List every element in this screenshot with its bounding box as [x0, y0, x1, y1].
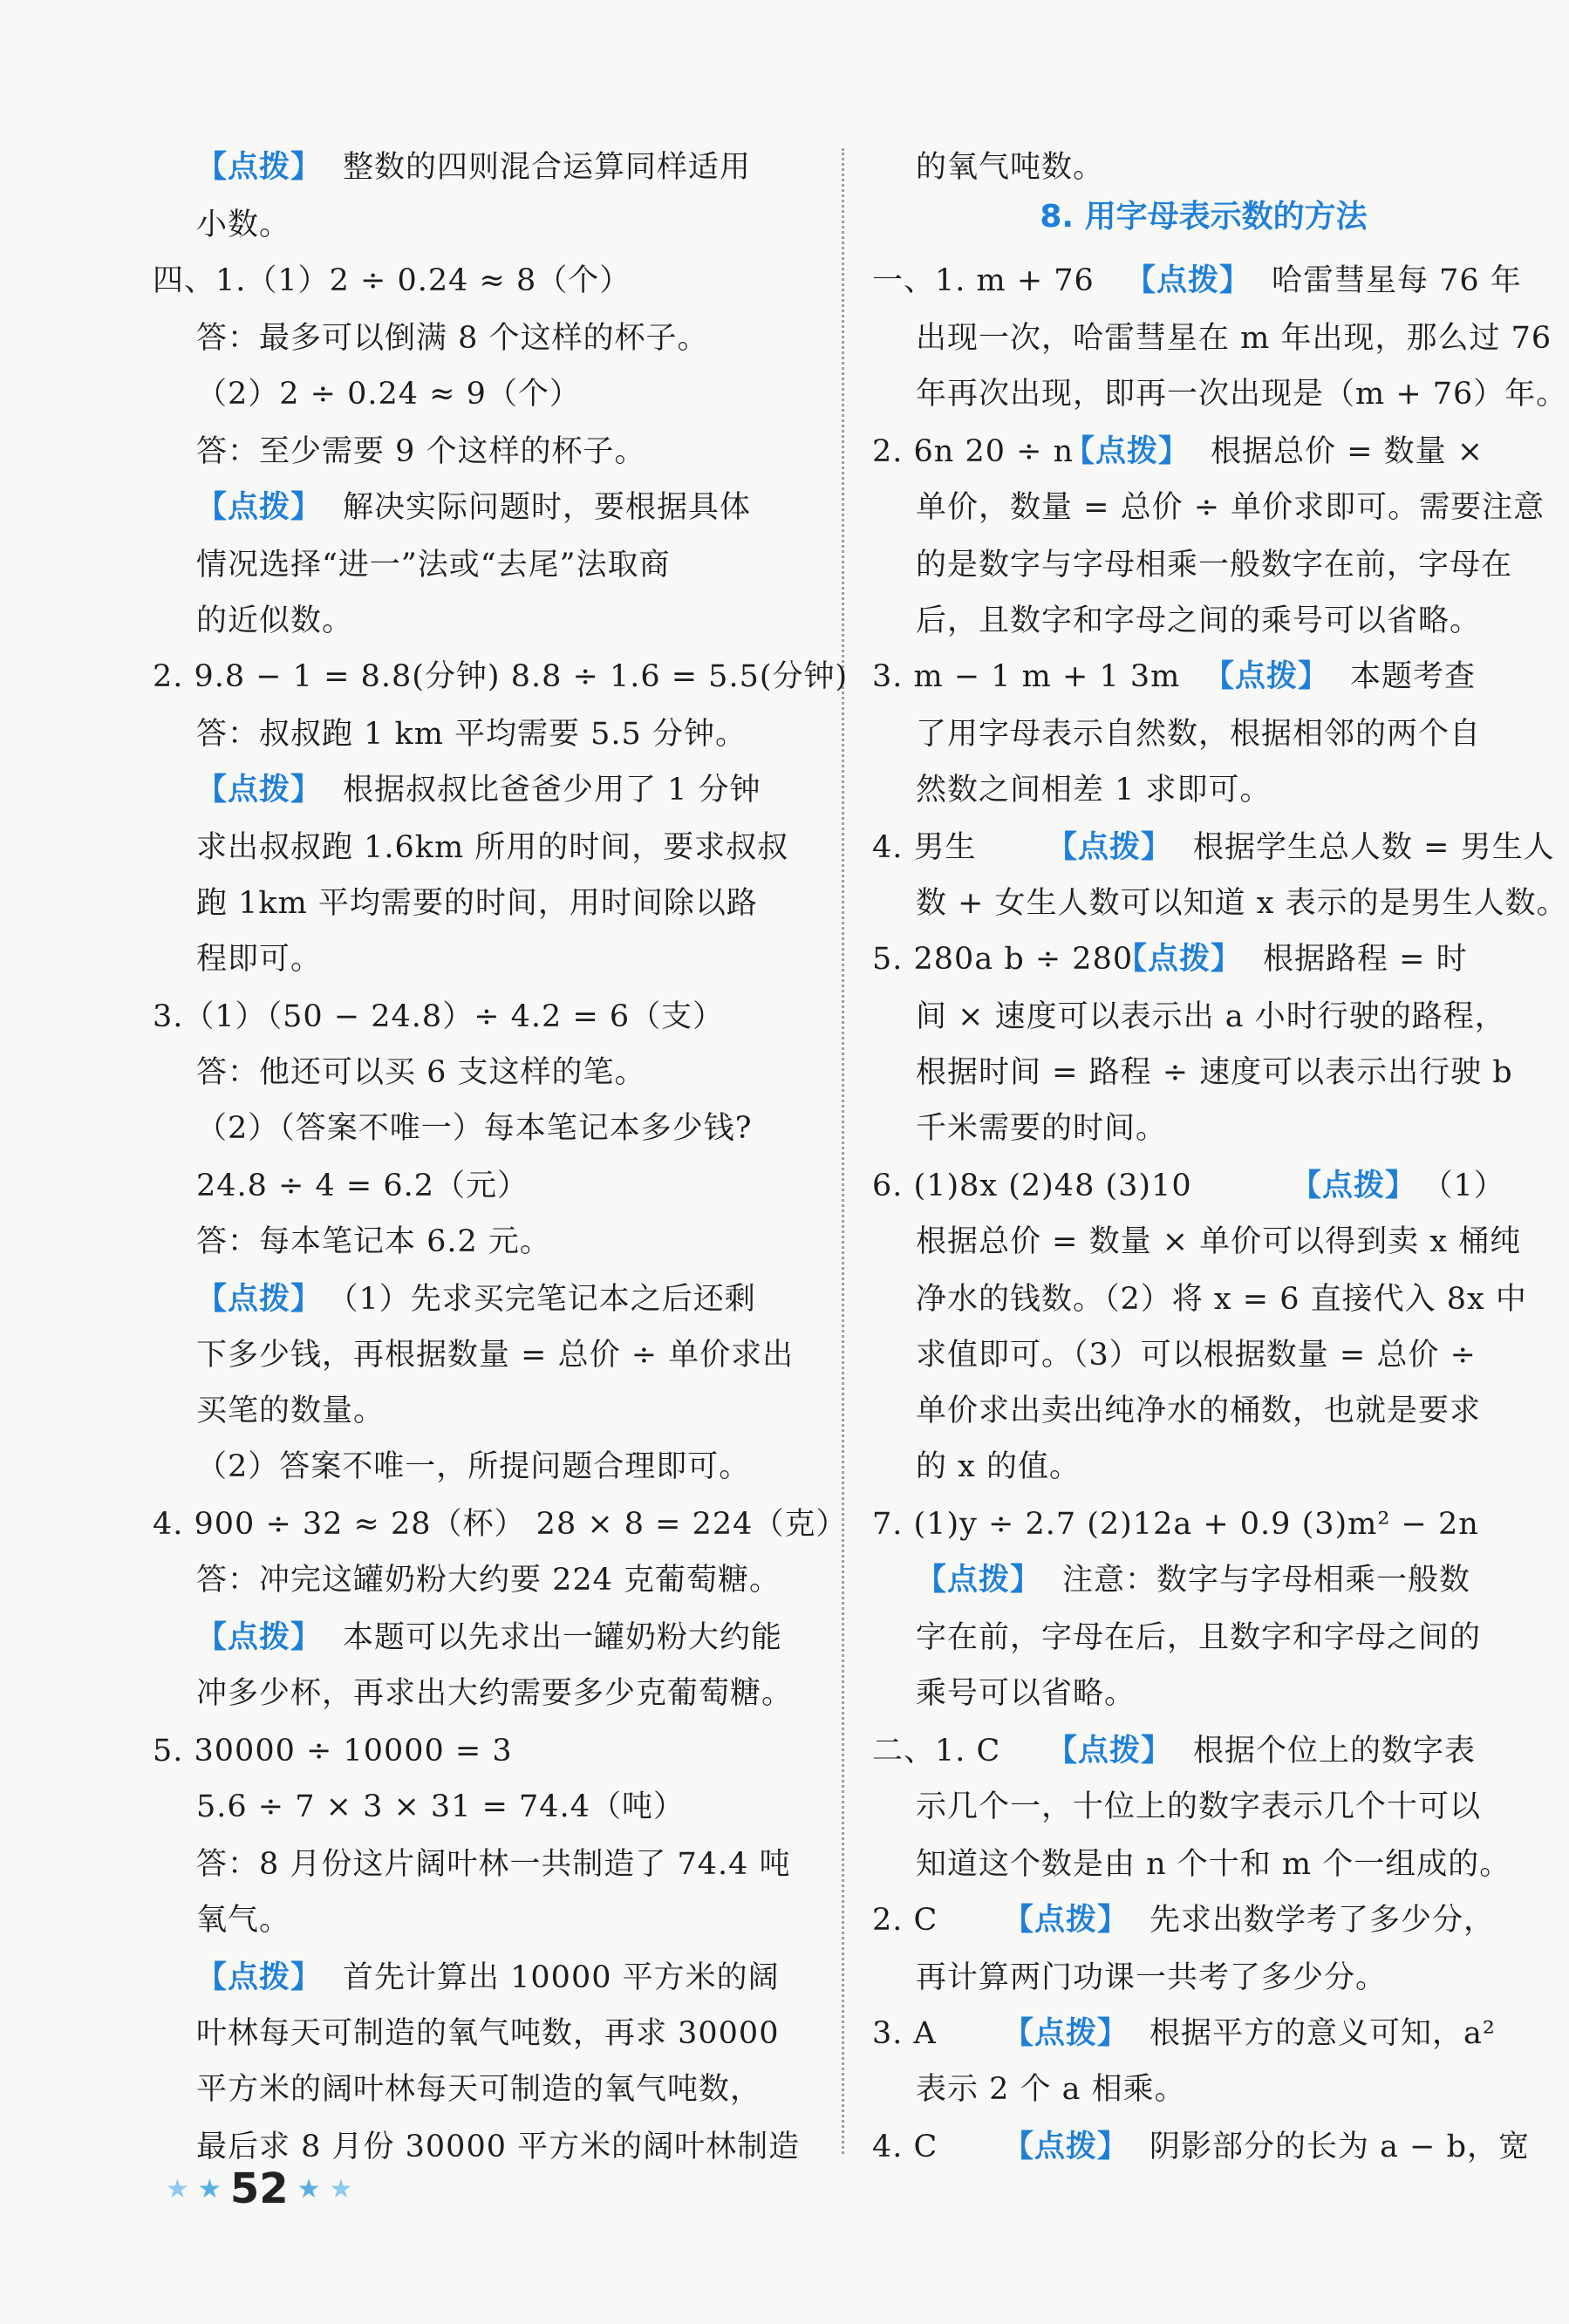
answer-text: 冲多少杯，再求出大约需要多少克葡萄糖。: [196, 1676, 794, 1711]
text-line: [153, 649, 848, 705]
star-icon: ★: [297, 2173, 321, 2205]
text-line: [196, 424, 646, 480]
text-line: [872, 931, 1133, 987]
star-icon: ★: [197, 2173, 222, 2205]
answer-text: 平方米的阔叶林每天可制造的氧气吨数，: [196, 2072, 762, 2107]
text-line: [196, 1158, 529, 1214]
text-line: [1047, 1723, 1476, 1779]
answer-text: 最后求 8 月份 30000 平方米的阔叶林制造: [196, 2130, 801, 2164]
text-line: [916, 366, 1567, 422]
answer-text: 的氧气吨数。: [916, 150, 1105, 185]
answer-text: 阴影部分的长为 a − b，宽: [1149, 2130, 1530, 2164]
text-line: [916, 706, 1481, 762]
text-line: [872, 1158, 1192, 1214]
text-line: [196, 197, 290, 253]
text-line: [916, 1779, 1481, 1835]
answer-text: 答：叔叔跑 1 km 平均需要 5.5 分钟。: [196, 717, 747, 752]
text-line: [916, 480, 1545, 535]
text-line: [196, 140, 751, 195]
text-line: [196, 1950, 780, 2006]
text-line: [196, 876, 758, 931]
hint-label: 【点拨】: [1047, 1734, 1173, 1769]
answer-text: 先求出数学考了多少分，: [1149, 1903, 1496, 1938]
text-line: [196, 1610, 782, 1666]
column-divider: [842, 148, 844, 2154]
answer-text: 答：他还可以买 6 支这样的笔。: [196, 1055, 646, 1090]
text-line: [916, 1950, 1387, 2006]
text-line: [916, 1552, 1470, 1608]
text-line: [916, 2062, 1186, 2117]
text-line: [196, 706, 747, 762]
answer-text: 单价求出卖出纯净水的桶数，也就是要求: [916, 1394, 1482, 1428]
text-line: [872, 424, 1074, 480]
text-line: [916, 1045, 1513, 1101]
hint-label: 【点拨】: [196, 1960, 323, 1995]
hint-label: 【点拨】: [1116, 942, 1243, 977]
text-line: [1116, 931, 1468, 987]
text-line: [1047, 820, 1555, 876]
answer-text: 根据叔叔比爸爸少用了 1 分钟: [343, 773, 761, 808]
text-line: [916, 1214, 1521, 1270]
page-footer: [166, 2158, 352, 2219]
hint-label: 【点拨】: [1291, 1169, 1417, 1203]
text-line: [1003, 1892, 1495, 1948]
text-line: [196, 1552, 781, 1608]
hint-label: 【点拨】: [1003, 2130, 1129, 2164]
hint-label: 【点拨】: [196, 150, 323, 185]
text-line: [196, 593, 353, 649]
answer-text: 解决实际问题时，要根据具体: [343, 490, 752, 525]
hint-label: 【点拨】: [196, 1620, 323, 1655]
text-line: [872, 2119, 938, 2175]
text-line: [196, 1439, 750, 1495]
text-line: [196, 480, 751, 535]
answer-text: 5. 280a b ÷ 280: [872, 942, 1134, 977]
answer-text: 哈雷彗星每 76 年: [1272, 263, 1522, 298]
answer-text: 首先计算出 10000 平方米的阔: [343, 1960, 780, 1995]
hint-label: 【点拨】: [196, 1282, 323, 1317]
answer-text: 字在前，字母在后，且数字和字母之间的: [916, 1620, 1482, 1655]
answer-text: 2. 9.8 − 1 = 8.8(分钟) 8.8 ÷ 1.6 = 5.5(分钟): [153, 659, 849, 694]
answer-text: （2）答案不唯一，所提问题合理即可。: [196, 1449, 751, 1484]
text-line: [872, 1496, 1479, 1552]
answer-text: 的 x 的值。: [916, 1449, 1081, 1484]
answer-text: （1）: [1437, 1169, 1505, 1203]
text-line: [196, 1271, 756, 1327]
answer-text: 程即可。: [196, 942, 323, 977]
text-line: [1003, 2119, 1530, 2175]
text-line: [196, 931, 322, 987]
answer-text: 根据总价 = 数量 ×: [1211, 434, 1484, 469]
answer-text: 答：最多可以倒满 8 个这样的杯子。: [196, 321, 709, 356]
star-icon: ★: [166, 2173, 189, 2205]
answer-text: 根据平方的意义可知，a²: [1149, 2016, 1496, 2051]
text-line: [916, 1383, 1481, 1439]
answer-text: 注意：数字与字母相乘一般数: [1062, 1563, 1471, 1598]
star-icon: ★: [329, 2173, 353, 2205]
text-line: [916, 140, 1104, 195]
answer-text: 根据时间 = 路程 ÷ 速度可以表示出行驶 b: [916, 1055, 1513, 1090]
answer-text: 净水的钱数。（2）将 x = 6 直接代入 8x 中: [916, 1282, 1527, 1317]
text-line: [196, 2062, 761, 2117]
answer-text: 根据总价 = 数量 × 单价可以得到卖 x 桶纯: [916, 1224, 1522, 1259]
answer-text: 整数的四则混合运算同样适用: [343, 150, 752, 185]
text-line: [1125, 253, 1522, 309]
answer-text: 24.8 ÷ 4 = 6.2（元）: [196, 1169, 529, 1203]
answer-text: 的是数字与字母相乘一般数字在前，字母在: [916, 548, 1513, 583]
text-line: [153, 1723, 513, 1779]
answer-text: 出现一次，哈雷彗星在 m 年出现，那么过 76: [916, 321, 1552, 356]
answer-text: 后，且数字和字母之间的乘号可以省略。: [916, 603, 1482, 638]
text-line: [1064, 424, 1484, 480]
text-line: [916, 1271, 1527, 1327]
text-line: [916, 1439, 1081, 1495]
text-line: [916, 537, 1512, 593]
answer-text: 再计算两门功课一共考了多少分。: [916, 1960, 1388, 1995]
answer-text: 6. (1)8x (2)48 (3)10: [872, 1169, 1192, 1203]
text-line: [196, 820, 788, 876]
text-line: [916, 1666, 1136, 1721]
answer-text: 答：每本笔记本 6.2 元。: [196, 1224, 551, 1259]
answer-text: 叶林每天可制造的氧气吨数，再求 30000: [196, 2016, 780, 2051]
answer-text: 2. C: [872, 1903, 938, 1938]
answer-text: 5.6 ÷ 7 × 3 × 31 = 74.4（吨）: [196, 1789, 685, 1824]
answer-text: 一、1. m + 76: [872, 263, 1095, 298]
answer-text: 表示 2 个 a 相乘。: [916, 2072, 1186, 2107]
answer-text: 间 × 速度可以表示出 a 小时行驶的路程，: [916, 999, 1506, 1034]
answer-text: 3. A: [872, 2016, 937, 2051]
text-line: [153, 1496, 847, 1552]
answer-text: 4. C: [872, 2130, 938, 2164]
text-line: [916, 1327, 1477, 1383]
hint-label: 【点拨】: [1125, 263, 1252, 298]
answer-text: 根据路程 = 时: [1263, 942, 1468, 977]
text-line: [916, 762, 1272, 818]
text-line: [196, 1101, 753, 1156]
text-line: [916, 310, 1552, 366]
answer-text: 本题考查: [1350, 659, 1477, 694]
section-heading: 8. 用字母表示数的方法: [1040, 199, 1368, 235]
answer-text: 4. 男生: [872, 830, 977, 865]
answer-text: 乘号可以省略。: [916, 1676, 1136, 1711]
text-line: [196, 1327, 794, 1383]
answer-text: 跑 1km 平均需要的时间，用时间除以路: [196, 886, 758, 921]
answer-text: 下多少钱，再根据数量 = 总价 ÷ 单价求出: [196, 1338, 795, 1373]
text-line: [153, 253, 631, 309]
text-line: [196, 366, 581, 422]
text-line: [872, 649, 1180, 705]
text-line: [196, 1837, 791, 1892]
text-line: [196, 537, 671, 593]
text-line: [916, 876, 1568, 931]
text-line: [196, 1045, 646, 1101]
answer-text: 3.（1）（50 − 24.8）÷ 4.2 = 6（支）: [153, 999, 725, 1034]
answer-text: 求出叔叔跑 1.6km 所用的时间，要求叔叔: [196, 830, 789, 865]
answer-text: 了用字母表示自然数，根据相邻的两个自: [916, 717, 1482, 752]
hint-label: 【点拨】: [1047, 830, 1173, 865]
hint-label: 【点拨】: [196, 490, 323, 525]
text-line: [196, 762, 761, 818]
hint-label: 【点拨】: [1003, 1903, 1129, 1938]
answer-text: 3. m − 1 m + 1 3m: [872, 659, 1181, 694]
text-line: [196, 2006, 779, 2062]
text-line: [872, 820, 977, 876]
answer-text: 二、1. C: [872, 1734, 1001, 1769]
text-line: [872, 2006, 937, 2062]
answer-text: 情况选择“进一”法或“去尾”法取商: [196, 548, 671, 583]
answer-text: （2）2 ÷ 0.24 ≈ 9（个）: [196, 377, 581, 412]
text-line: [196, 1214, 551, 1270]
answer-text: 数 + 女生人数可以知道 x 表示的是男生人数。: [916, 886, 1568, 921]
answer-text: 氧气。: [196, 1903, 291, 1938]
text-line: [196, 1383, 385, 1439]
hint-label: 【点拨】: [1064, 434, 1190, 469]
text-line: [916, 593, 1481, 649]
text-line: [196, 1666, 793, 1721]
answer-text: 答：8 月份这片阔叶林一共制造了 74.4 吨: [196, 1847, 791, 1882]
answer-text: 四、1.（1）2 ÷ 0.24 ≈ 8（个）: [153, 263, 631, 298]
page-number: 52: [229, 2164, 289, 2213]
answer-text: 然数之间相差 1 求即可。: [916, 773, 1272, 808]
answer-text: 答：至少需要 9 个这样的杯子。: [196, 434, 646, 469]
text-line: [196, 310, 709, 366]
text-line: [1204, 649, 1476, 705]
hint-label: 【点拨】: [1003, 2016, 1129, 2051]
answer-text: 答：冲完这罐奶粉大约要 224 克葡萄糖。: [196, 1563, 781, 1598]
text-line: [153, 989, 724, 1045]
answer-text: 求值即可。（3）可以根据数量 = 总价 ÷: [916, 1338, 1477, 1373]
text-line: [872, 1723, 1000, 1779]
text-line: [916, 1101, 1167, 1156]
answer-text: 7. (1)y ÷ 2.7 (2)12a + 0.9 (3)m² − 2n: [872, 1507, 1479, 1542]
answer-text: （1）先求买完笔记本之后还剩: [343, 1282, 756, 1317]
answer-text: 本题可以先求出一罐奶粉大约能: [343, 1620, 783, 1655]
text-line: [196, 1892, 290, 1948]
answer-text: 买笔的数量。: [196, 1394, 385, 1428]
text-line: [872, 1892, 938, 1948]
text-line: [196, 1779, 685, 1835]
text-line: [916, 989, 1506, 1045]
answer-text: 知道这个数是由 n 个十和 m 个一组成的。: [916, 1847, 1511, 1882]
answer-text: 4. 900 ÷ 32 ≈ 28（杯） 28 × 8 = 224（克）: [153, 1507, 848, 1542]
hint-label: 【点拨】: [916, 1563, 1042, 1598]
answer-text: 千米需要的时间。: [916, 1111, 1168, 1146]
answer-text: 小数。: [196, 208, 291, 242]
text-line: [1003, 2006, 1496, 2062]
text-line: [872, 253, 1095, 309]
text-line: [916, 1837, 1511, 1892]
answer-text: （2）（答案不唯一）每本笔记本多少钱?: [196, 1111, 753, 1146]
answer-text: 年再次出现，即再一次出现是（m + 76）年。: [916, 377, 1568, 412]
hint-label: 【点拨】: [196, 773, 323, 808]
answer-text: 的近似数。: [196, 603, 354, 638]
answer-text: 示几个一，十位上的数字表示几个十可以: [916, 1789, 1482, 1824]
hint-label: 【点拨】: [1204, 659, 1330, 694]
answer-text: 2. 6n 20 ÷ n: [872, 434, 1074, 469]
answer-text: 根据学生总人数 = 男生人: [1193, 830, 1555, 865]
answer-text: 根据个位上的数字表: [1193, 1734, 1477, 1769]
answer-text: 单价，数量 = 总价 ÷ 单价求即可。需要注意: [916, 490, 1545, 525]
text-line: [1291, 1158, 1505, 1214]
answer-text: 5. 30000 ÷ 10000 = 3: [153, 1734, 513, 1769]
text-line: [916, 1610, 1481, 1666]
